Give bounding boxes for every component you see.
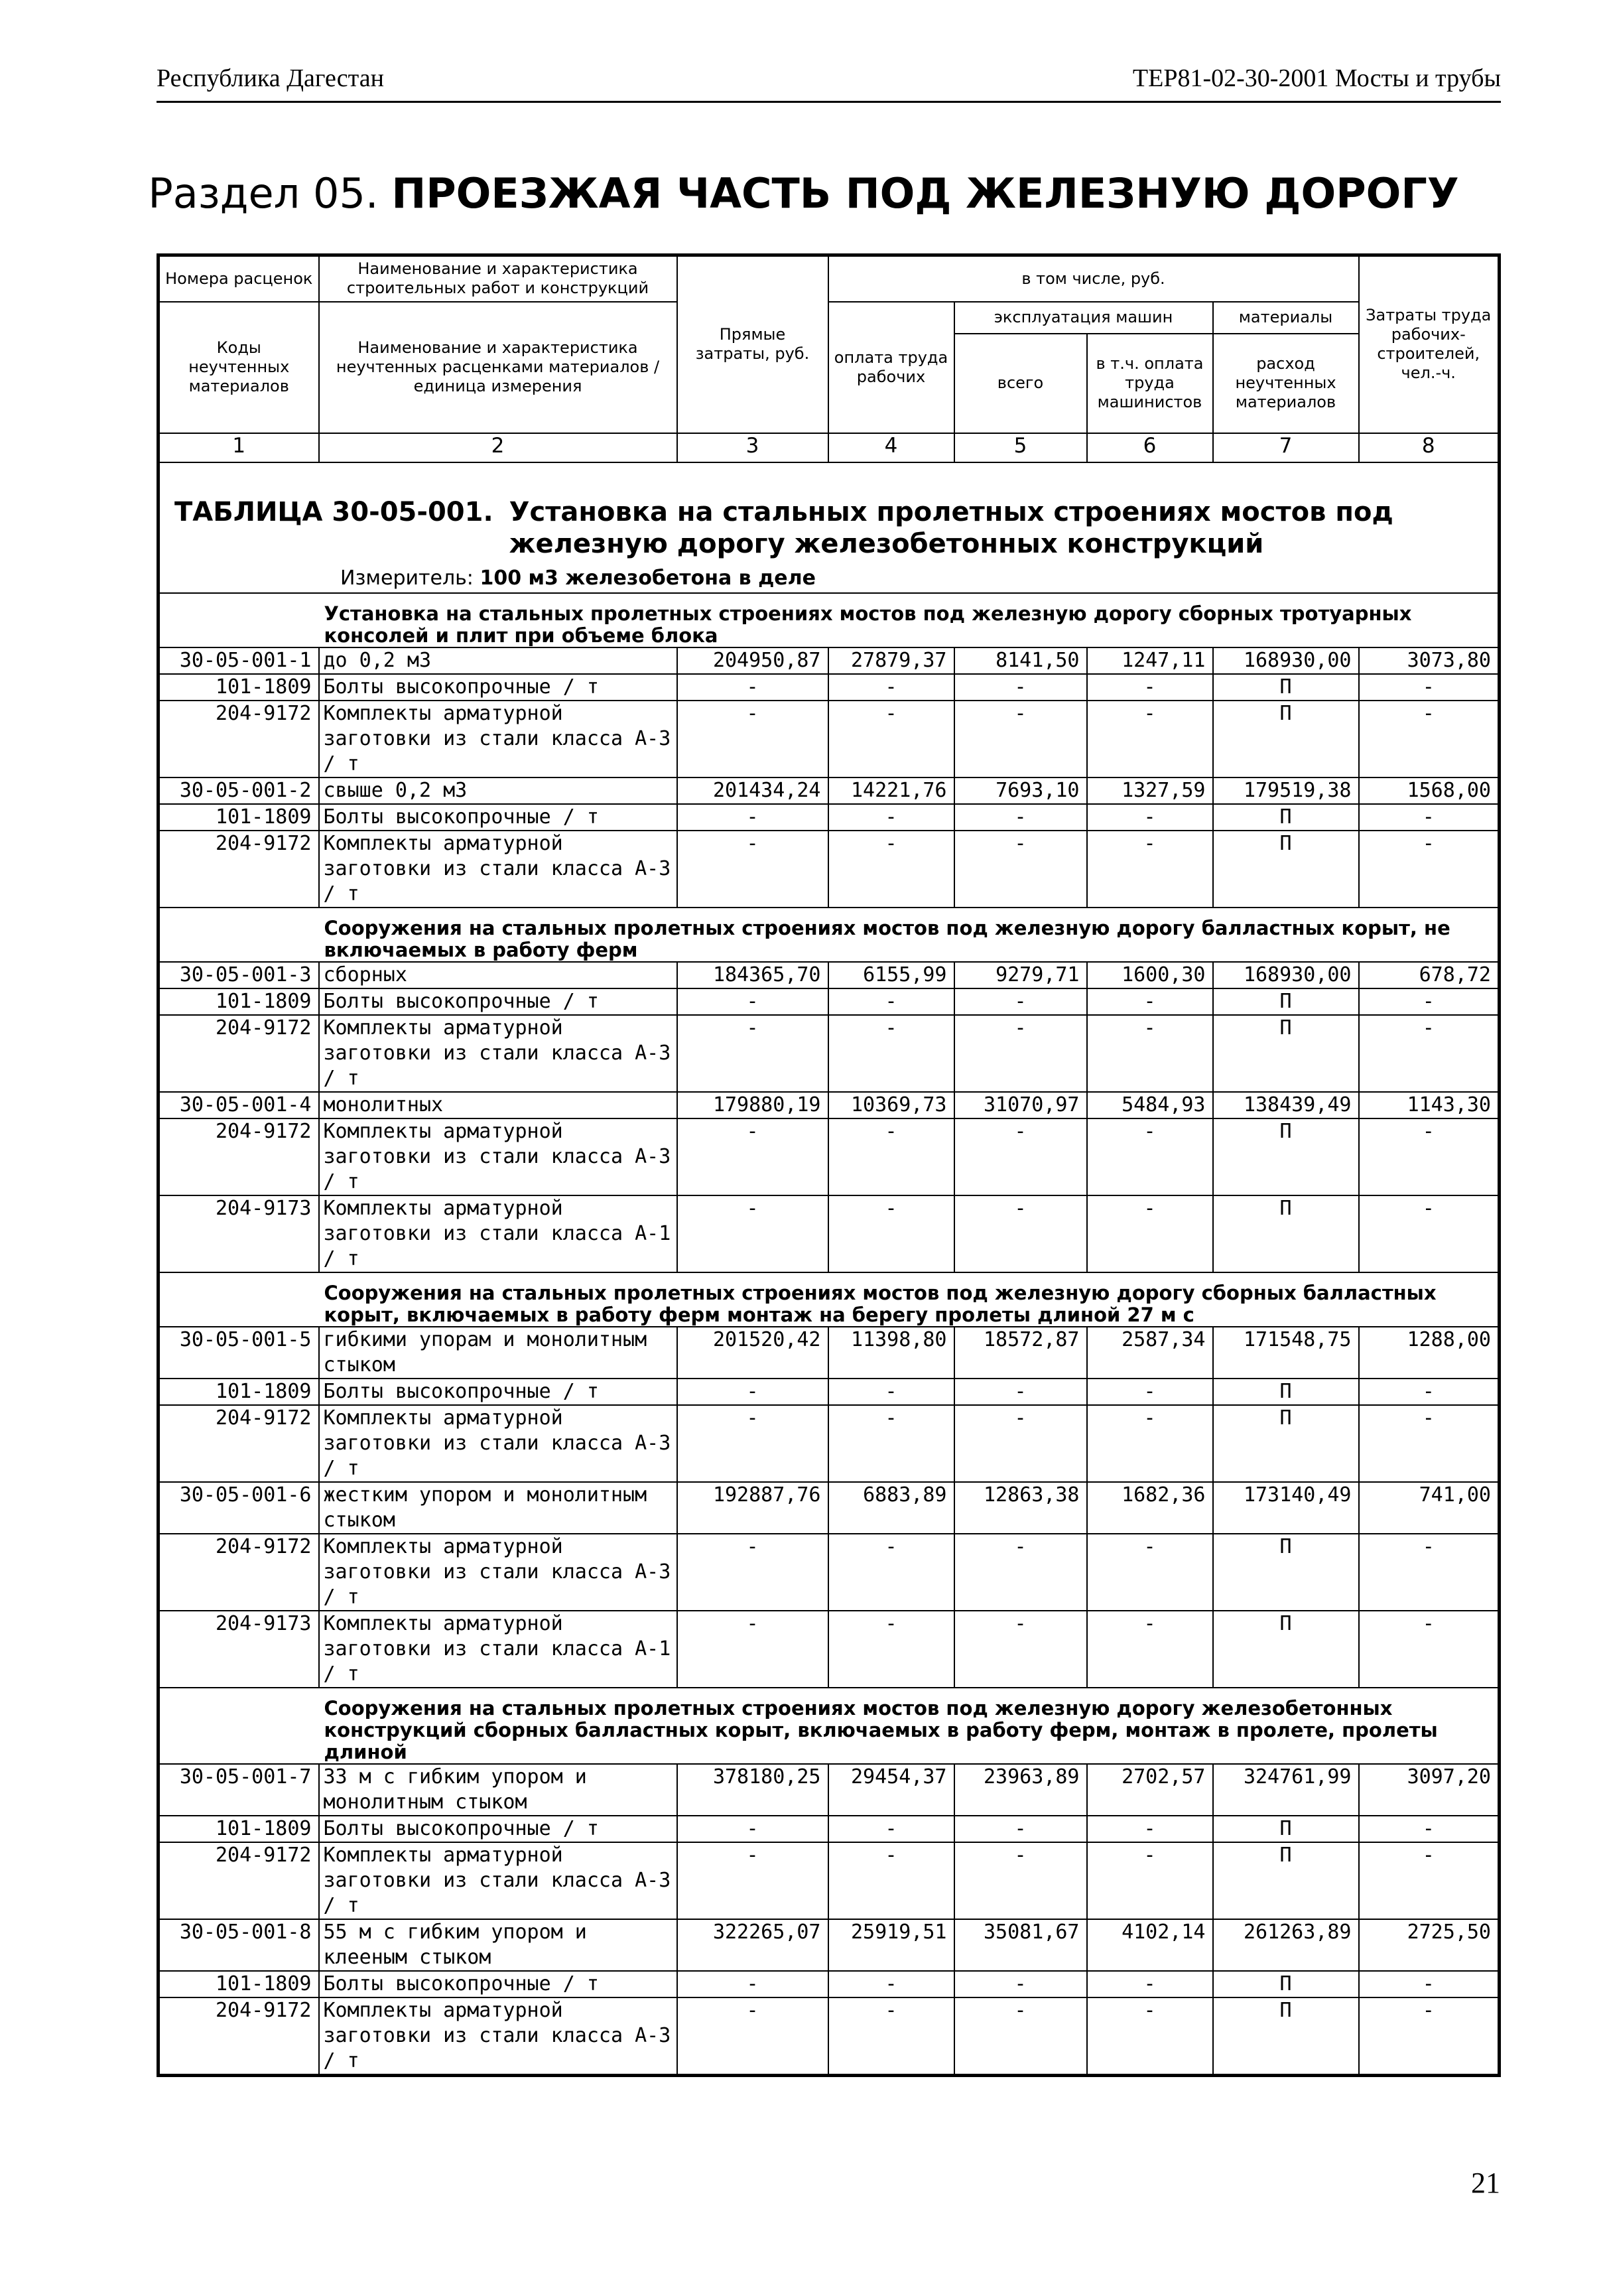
machinist-pay: - <box>1087 1015 1213 1092</box>
rate-row <box>159 1482 1500 1534</box>
machines-total: 18572,87 <box>954 1327 1087 1379</box>
rate-code: 30-05-001-4 <box>159 1092 319 1118</box>
machines-total: - <box>954 1534 1087 1611</box>
machines-total: 23963,89 <box>954 1764 1087 1816</box>
labor-hours: - <box>1359 988 1500 1015</box>
rate-name: Комплекты арматурной заготовки из стали класса А-3 / т <box>319 1405 677 1482</box>
rate-code: 204-9172 <box>159 701 319 777</box>
labor-hours: - <box>1359 1534 1500 1611</box>
labor-hours: - <box>1359 701 1500 777</box>
machinist-pay: - <box>1087 1195 1213 1272</box>
column-number: 5 <box>954 433 1087 462</box>
col5-header: всего <box>954 334 1087 433</box>
header-left: Республика Дагестан <box>157 64 384 92</box>
labor-pay: - <box>828 1534 954 1611</box>
rate-row <box>159 1327 1500 1379</box>
machines-total: - <box>954 988 1087 1015</box>
machines-total: 31070,97 <box>954 1092 1087 1118</box>
group-spacer <box>159 1272 319 1327</box>
col1-top: Номера расценок <box>159 255 319 302</box>
column-number: 8 <box>1359 433 1500 462</box>
labor-hours: 3097,20 <box>1359 1764 1500 1816</box>
materials-cost: П <box>1213 1118 1359 1195</box>
rate-name: Комплекты арматурной заготовки из стали класса А-3 / т <box>319 1997 677 2076</box>
labor-pay: 14221,76 <box>828 777 954 804</box>
machines-total: - <box>954 1379 1087 1405</box>
materials-cost: П <box>1213 988 1359 1015</box>
labor-hours: - <box>1359 1971 1500 1997</box>
labor-pay: - <box>828 674 954 701</box>
rate-name: Болты высокопрочные / т <box>319 674 677 701</box>
direct-cost: - <box>677 831 828 908</box>
rate-name: сборных <box>319 962 677 988</box>
direct-cost: - <box>677 1971 828 1997</box>
labor-pay: 29454,37 <box>828 1764 954 1816</box>
materials-cost: П <box>1213 1842 1359 1919</box>
col1-bottom: Коды неучтенных материалов <box>159 302 319 433</box>
material-row <box>159 1118 1500 1195</box>
materials-cost: П <box>1213 1971 1359 1997</box>
machines-total: - <box>954 1015 1087 1092</box>
materials-cost: 173140,49 <box>1213 1482 1359 1534</box>
machines-total: 35081,67 <box>954 1919 1087 1971</box>
material-row <box>159 701 1500 777</box>
machinist-pay: - <box>1087 831 1213 908</box>
machinist-pay: - <box>1087 1816 1213 1842</box>
labor-pay: - <box>828 1118 954 1195</box>
material-row <box>159 1816 1500 1842</box>
machinist-pay: 2587,34 <box>1087 1327 1213 1379</box>
rate-name: до 0,2 м3 <box>319 647 677 674</box>
machinist-pay: 1247,11 <box>1087 647 1213 674</box>
rate-name: 55 м с гибким упором и клееным стыком <box>319 1919 677 1971</box>
direct-cost: - <box>677 1997 828 2076</box>
labor-pay: - <box>828 1611 954 1688</box>
direct-cost: - <box>677 1379 828 1405</box>
materials-cost: П <box>1213 1997 1359 2076</box>
rate-code: 204-9172 <box>159 1997 319 2076</box>
rate-code: 204-9172 <box>159 1015 319 1092</box>
machinist-pay: - <box>1087 1534 1213 1611</box>
section-prefix: Раздел 05. <box>148 169 379 218</box>
rate-row <box>159 647 1500 674</box>
direct-cost: - <box>677 701 828 777</box>
labor-pay: 11398,80 <box>828 1327 954 1379</box>
machinist-pay: - <box>1087 988 1213 1015</box>
rate-code: 30-05-001-3 <box>159 962 319 988</box>
rate-code: 204-9172 <box>159 1534 319 1611</box>
machinist-pay: - <box>1087 804 1213 831</box>
rate-name: Комплекты арматурной заготовки из стали класса А-3 / т <box>319 1118 677 1195</box>
direct-cost: - <box>677 674 828 701</box>
section-name: ПРОЕЗЖАЯ ЧАСТЬ ПОД ЖЕЛЕЗНУЮ ДОРОГУ <box>391 169 1459 218</box>
materials-cost: П <box>1213 674 1359 701</box>
rate-name: Комплекты арматурной заготовки из стали класса А-3 / т <box>319 1842 677 1919</box>
rate-code: 101-1809 <box>159 988 319 1015</box>
rate-code: 101-1809 <box>159 1379 319 1405</box>
labor-hours: - <box>1359 1118 1500 1195</box>
rate-code: 30-05-001-2 <box>159 777 319 804</box>
labor-hours: - <box>1359 674 1500 701</box>
group-header-row <box>159 908 1500 962</box>
material-row <box>159 1015 1500 1092</box>
group-title: Сооружения на стальных пролетных строениях мостов под железную дорогу железобетонных конструкций сборных балластных корыт, включаемых в работу ферм, монтаж в пролете, пролеты длиной <box>319 1688 1500 1764</box>
machinist-pay: - <box>1087 1379 1213 1405</box>
col2-bottom: Наименование и характеристика неучтенных расценками материалов / единица измерения <box>319 302 677 433</box>
col2-top: Наименование и характеристика строительных работ и конструкций <box>319 255 677 302</box>
machinist-pay: - <box>1087 1118 1213 1195</box>
rate-name: гибкими упорам и монолитным стыком <box>319 1327 677 1379</box>
direct-cost: - <box>677 1611 828 1688</box>
group-spacer <box>159 593 319 647</box>
group-spacer <box>159 908 319 962</box>
labor-pay: 10369,73 <box>828 1092 954 1118</box>
rate-name: 33 м с гибким упором и монолитным стыком <box>319 1764 677 1816</box>
rate-row <box>159 1919 1500 1971</box>
machines-total: 9279,71 <box>954 962 1087 988</box>
machines-total: 8141,50 <box>954 647 1087 674</box>
material-row <box>159 1379 1500 1405</box>
direct-cost: 179880,19 <box>677 1092 828 1118</box>
rate-row <box>159 962 1500 988</box>
rate-name: Болты высокопрочные / т <box>319 1816 677 1842</box>
direct-cost: 184365,70 <box>677 962 828 988</box>
labor-pay: - <box>828 1405 954 1482</box>
group-header-row <box>159 593 1500 647</box>
measure-label: Измеритель: <box>340 566 474 590</box>
table-title: Установка на стальных пролетных строениях мостов под железную дорогу железобетонных конструкций <box>509 496 1393 559</box>
direct-cost: - <box>677 1015 828 1092</box>
machinist-pay: 4102,14 <box>1087 1919 1213 1971</box>
materials-cost: 261263,89 <box>1213 1919 1359 1971</box>
material-row <box>159 988 1500 1015</box>
rate-name: Болты высокопрочные / т <box>319 1971 677 1997</box>
machines-total: - <box>954 1816 1087 1842</box>
materials-cost: 179519,38 <box>1213 777 1359 804</box>
col8-header: Затраты труда рабочих-строителей, чел.-ч. <box>1359 255 1500 433</box>
rate-code: 204-9172 <box>159 1405 319 1482</box>
col3-header: Прямые затраты, руб. <box>677 255 828 433</box>
rate-name: Болты высокопрочные / т <box>319 1379 677 1405</box>
column-number: 1 <box>159 433 319 462</box>
direct-cost: - <box>677 1534 828 1611</box>
labor-hours: 678,72 <box>1359 962 1500 988</box>
rate-name: Комплекты арматурной заготовки из стали класса А-1 / т <box>319 1195 677 1272</box>
labor-pay: 25919,51 <box>828 1919 954 1971</box>
labor-hours: - <box>1359 1379 1500 1405</box>
materials-cost: П <box>1213 1534 1359 1611</box>
header-rule <box>157 101 1501 103</box>
rate-code: 204-9173 <box>159 1195 319 1272</box>
machines-total: - <box>954 1971 1087 1997</box>
labor-hours: - <box>1359 1842 1500 1919</box>
rate-name: Комплекты арматурной заготовки из стали класса А-3 / т <box>319 831 677 908</box>
rate-row <box>159 1092 1500 1118</box>
machinist-pay: - <box>1087 1997 1213 2076</box>
column-number: 3 <box>677 433 828 462</box>
rate-name: Комплекты арматурной заготовки из стали класса А-1 / т <box>319 1611 677 1688</box>
materials-cost: 138439,49 <box>1213 1092 1359 1118</box>
rate-row <box>159 777 1500 804</box>
materials-cost: П <box>1213 1195 1359 1272</box>
group-header-row <box>159 1272 1500 1327</box>
labor-pay: - <box>828 1816 954 1842</box>
direct-cost: 378180,25 <box>677 1764 828 1816</box>
direct-cost: - <box>677 1816 828 1842</box>
rate-code: 204-9173 <box>159 1611 319 1688</box>
measure-value: 100 м3 железобетона в деле <box>480 566 816 590</box>
materials-cost: 171548,75 <box>1213 1327 1359 1379</box>
materials-cost: 168930,00 <box>1213 647 1359 674</box>
direct-cost: - <box>677 1118 828 1195</box>
rate-name: Комплекты арматурной заготовки из стали класса А-3 / т <box>319 1534 677 1611</box>
machinist-pay: - <box>1087 1842 1213 1919</box>
labor-pay: - <box>828 1997 954 2076</box>
machinist-pay: - <box>1087 1611 1213 1688</box>
direct-cost: 192887,76 <box>677 1482 828 1534</box>
material-row <box>159 1842 1500 1919</box>
rate-name: жестким упором и монолитным стыком <box>319 1482 677 1534</box>
material-row <box>159 1997 1500 2076</box>
labor-pay: - <box>828 1195 954 1272</box>
page-number: 21 <box>1471 2167 1500 2199</box>
labor-pay: 27879,37 <box>828 647 954 674</box>
materials-cost: П <box>1213 1405 1359 1482</box>
labor-hours: - <box>1359 804 1500 831</box>
group-spacer <box>159 1688 319 1764</box>
group-title: Сооружения на стальных пролетных строениях мостов под железную дорогу балластных корыт, не включаемых в работу ферм <box>319 908 1500 962</box>
direct-cost: 204950,87 <box>677 647 828 674</box>
material-row <box>159 1405 1500 1482</box>
column-number: 6 <box>1087 433 1213 462</box>
rate-code: 101-1809 <box>159 1816 319 1842</box>
labor-pay: - <box>828 804 954 831</box>
group-header-row <box>159 1688 1500 1764</box>
machinist-pay: - <box>1087 1405 1213 1482</box>
direct-cost: - <box>677 1405 828 1482</box>
machines-total: - <box>954 1842 1087 1919</box>
rate-code: 101-1809 <box>159 1971 319 1997</box>
rate-code: 30-05-001-6 <box>159 1482 319 1534</box>
machinist-pay: - <box>1087 701 1213 777</box>
direct-cost: - <box>677 1842 828 1919</box>
materials-cost: П <box>1213 701 1359 777</box>
machines-total: - <box>954 1611 1087 1688</box>
labor-pay: - <box>828 1971 954 1997</box>
machinist-pay: 2702,57 <box>1087 1764 1213 1816</box>
labor-hours: 3073,80 <box>1359 647 1500 674</box>
material-row <box>159 804 1500 831</box>
direct-cost: - <box>677 804 828 831</box>
machines-total: 12863,38 <box>954 1482 1087 1534</box>
machinist-pay: - <box>1087 674 1213 701</box>
rate-code: 30-05-001-7 <box>159 1764 319 1816</box>
rate-code: 101-1809 <box>159 804 319 831</box>
header-right: ТЕР81-02-30-2001 Мосты и трубы <box>1132 64 1501 92</box>
materials-cost: П <box>1213 1611 1359 1688</box>
labor-pay: - <box>828 988 954 1015</box>
materials-cost: 324761,99 <box>1213 1764 1359 1816</box>
materials-cost: П <box>1213 1015 1359 1092</box>
machines-total: - <box>954 1118 1087 1195</box>
machines-total: 7693,10 <box>954 777 1087 804</box>
material-row <box>159 1534 1500 1611</box>
machinist-pay: 1327,59 <box>1087 777 1213 804</box>
table-label: ТАБЛИЦА 30-05-001. <box>174 496 493 527</box>
direct-cost: 201520,42 <box>677 1327 828 1379</box>
rate-name: Болты высокопрочные / т <box>319 804 677 831</box>
materials-cost: П <box>1213 1379 1359 1405</box>
materials-cost: П <box>1213 831 1359 908</box>
labor-hours: - <box>1359 1015 1500 1092</box>
material-row <box>159 1195 1500 1272</box>
col7-header: расход неучтенных материалов <box>1213 334 1359 433</box>
material-row <box>159 1971 1500 1997</box>
measure-line <box>174 560 1491 590</box>
labor-pay: 6883,89 <box>828 1482 954 1534</box>
machines-total: - <box>954 1997 1087 2076</box>
direct-cost: - <box>677 988 828 1015</box>
machinist-pay: - <box>1087 1971 1213 1997</box>
machines-header: эксплуатация машин <box>954 302 1213 334</box>
labor-pay: 6155,99 <box>828 962 954 988</box>
labor-pay: - <box>828 831 954 908</box>
col6-header: в т.ч. оплата труда машинистов <box>1087 334 1213 433</box>
machinist-pay: 1682,36 <box>1087 1482 1213 1534</box>
rates-table <box>157 253 1501 2077</box>
rate-name: Комплекты арматурной заготовки из стали класса А-3 / т <box>319 701 677 777</box>
col4-header: оплата труда рабочих <box>828 302 954 433</box>
labor-hours: 741,00 <box>1359 1482 1500 1534</box>
labor-pay: - <box>828 1842 954 1919</box>
labor-hours: - <box>1359 1195 1500 1272</box>
direct-cost: 201434,24 <box>677 777 828 804</box>
section-title <box>0 169 1607 218</box>
material-row <box>159 674 1500 701</box>
machinist-pay: 1600,30 <box>1087 962 1213 988</box>
rate-code: 204-9172 <box>159 831 319 908</box>
labor-hours: - <box>1359 831 1500 908</box>
direct-cost: 322265,07 <box>677 1919 828 1971</box>
machines-total: - <box>954 1405 1087 1482</box>
labor-hours: 1143,30 <box>1359 1092 1500 1118</box>
labor-hours: 1568,00 <box>1359 777 1500 804</box>
column-number: 2 <box>319 433 677 462</box>
labor-hours: 2725,50 <box>1359 1919 1500 1971</box>
machines-total: - <box>954 831 1087 908</box>
materials-cost: П <box>1213 1816 1359 1842</box>
materials-header: материалы <box>1213 302 1359 334</box>
labor-pay: - <box>828 701 954 777</box>
rate-name: Комплекты арматурной заготовки из стали класса А-3 / т <box>319 1015 677 1092</box>
direct-cost: - <box>677 1195 828 1272</box>
materials-cost: 168930,00 <box>1213 962 1359 988</box>
rate-name: монолитных <box>319 1092 677 1118</box>
labor-hours: - <box>1359 1816 1500 1842</box>
labor-hours: - <box>1359 1997 1500 2076</box>
rate-name: свыше 0,2 м3 <box>319 777 677 804</box>
machinist-pay: 5484,93 <box>1087 1092 1213 1118</box>
rate-code: 30-05-001-1 <box>159 647 319 674</box>
labor-hours: 1288,00 <box>1359 1327 1500 1379</box>
materials-cost: П <box>1213 804 1359 831</box>
rate-code: 30-05-001-5 <box>159 1327 319 1379</box>
rate-code: 204-9172 <box>159 1842 319 1919</box>
machines-total: - <box>954 674 1087 701</box>
rate-code: 101-1809 <box>159 674 319 701</box>
rate-code: 30-05-001-8 <box>159 1919 319 1971</box>
column-number: 4 <box>828 433 954 462</box>
table-title-block <box>159 462 1500 593</box>
material-row <box>159 1611 1500 1688</box>
labor-hours: - <box>1359 1405 1500 1482</box>
labor-hours: - <box>1359 1611 1500 1688</box>
rate-code: 204-9172 <box>159 1118 319 1195</box>
labor-pay: - <box>828 1379 954 1405</box>
labor-pay: - <box>828 1015 954 1092</box>
column-number: 7 <box>1213 433 1359 462</box>
incl-header: в том числе, руб. <box>828 255 1359 302</box>
rate-row <box>159 1764 1500 1816</box>
rate-name: Болты высокопрочные / т <box>319 988 677 1015</box>
machines-total: - <box>954 804 1087 831</box>
machines-total: - <box>954 1195 1087 1272</box>
material-row <box>159 831 1500 908</box>
machines-total: - <box>954 701 1087 777</box>
group-title: Установка на стальных пролетных строениях мостов под железную дорогу сборных тротуарных консолей и плит при объеме блока <box>319 593 1500 647</box>
group-title: Сооружения на стальных пролетных строениях мостов под железную дорогу сборных балластных корыт, включаемых в работу ферм монтаж на берегу пролеты длиной 27 м с <box>319 1272 1500 1327</box>
